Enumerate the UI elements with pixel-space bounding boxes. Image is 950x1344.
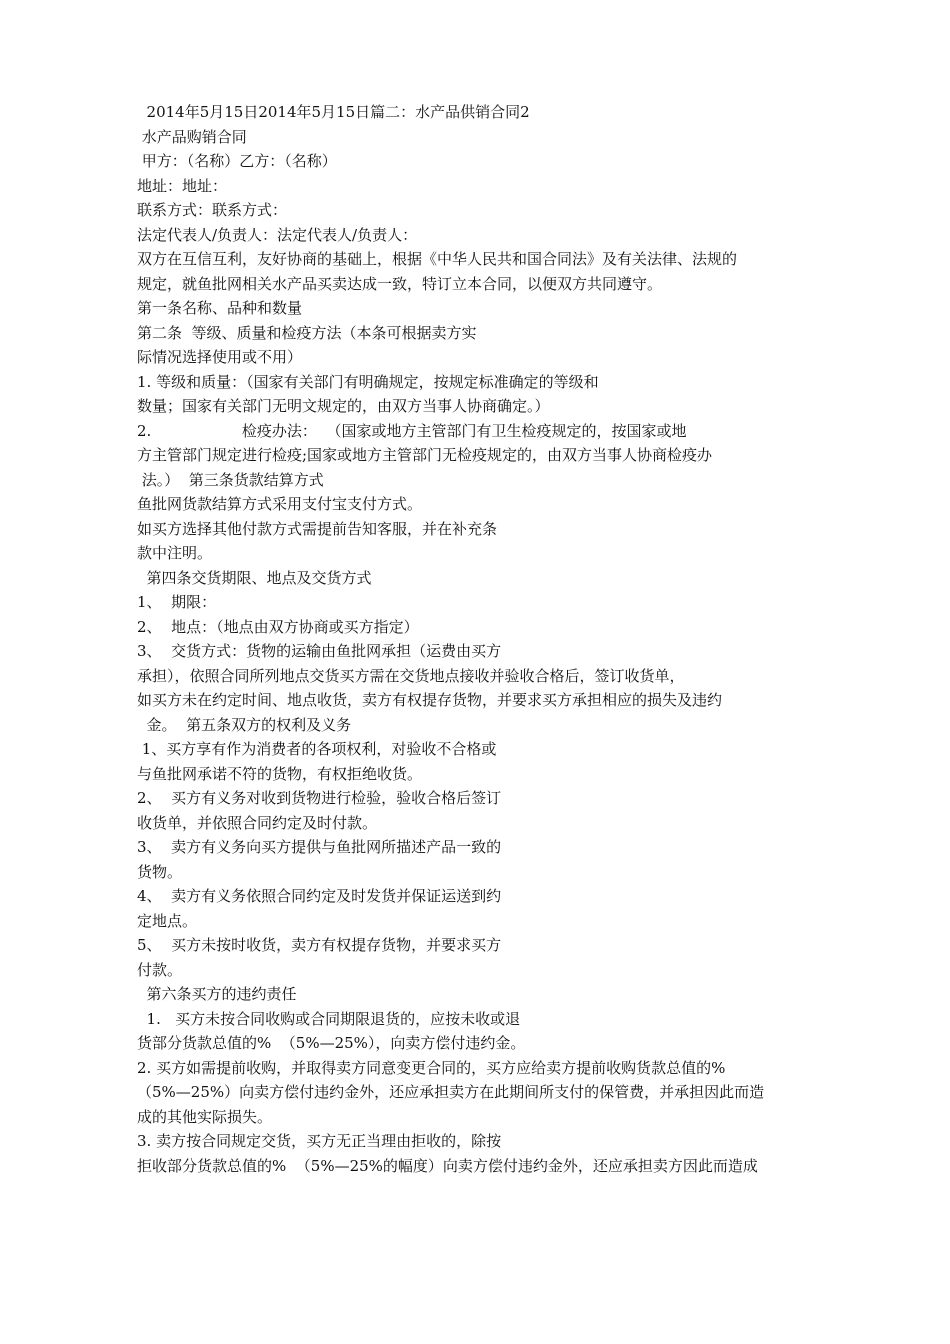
address-line: 地址：地址： [137, 176, 228, 195]
body-line: 2. 检疫办法： （国家或地方主管部门有卫生检疫规定的，按国家或地 [137, 421, 687, 440]
body-line: 如买方选择其他付款方式需提前告知客服，并在补充条 [137, 519, 498, 538]
body-line: 拒收部分货款总值的% （5%—25%的幅度）向卖方偿付违约金外，还应承担卖方因此而造成 [137, 1156, 758, 1175]
heading-date-line: 2014年5月15日2014年5月15日篇二：水产品供销合同2 [137, 103, 530, 121]
body-line: 承担），依照合同所列地点交货买方需在交货地点接收并验收合格后，签订收货单， [137, 666, 685, 685]
body-line: （5%—25%）向卖方偿付违约金外，还应承担卖方在此期间所支付的保管费，并承担因此而造 [137, 1083, 765, 1101]
body-line: 定地点。 [137, 911, 198, 930]
parties-line: 甲方：（名称）乙方：（名称） [137, 152, 337, 170]
body-line: 货物。 [137, 862, 183, 881]
body-line: 货部分货款总值的% （5%—25%），向卖方偿付违约金。 [137, 1034, 526, 1052]
body-line: 5、 买方未按时收货，卖方有权提存货物，并要求买方 [137, 936, 502, 954]
body-line: 2. 买方如需提前收购，并取得卖方同意变更合同的，买方应给卖方提前收购货款总值的% [137, 1058, 726, 1077]
article-heading: 第二条 等级、质量和检疫方法（本条可根据卖方实 [137, 323, 477, 342]
body-line: 1. 买方未按合同收购或合同期限退货的，应按未收或退 [137, 1009, 521, 1028]
body-line: 1、 期限： [137, 593, 217, 611]
body-line: 鱼批网货款结算方式采用支付宝支付方式。 [137, 495, 423, 513]
body-line: 3、 卖方有义务向买方提供与鱼批网所描述产品一致的 [137, 838, 502, 856]
article-heading: 第四条交货期限、地点及交货方式 [137, 568, 372, 587]
contact-line: 联系方式：联系方式： [137, 201, 288, 219]
body-line: 数量；国家有关部门无明文规定的，由双方当事人协商确定。） [137, 397, 550, 415]
body-line: 1、买方享有作为消费者的各项权利，对验收不合格或 [137, 740, 497, 758]
article-heading: 法。） 第三条货款结算方式 [137, 470, 324, 489]
body-line: 收货单，并依照合同约定及时付款。 [137, 813, 378, 832]
body-line: 2、 买方有义务对收到货物进行检验，验收合格后签订 [137, 789, 502, 807]
preamble-line: 双方在互信互利，友好协商的基础上，根据《中华人民共和国合同法》及有关法律、法规的 [137, 250, 738, 268]
body-line: 3、 交货方式：货物的运输由鱼批网承担（运费由买方 [137, 642, 502, 660]
contract-title: 水产品购销合同 [137, 127, 247, 146]
body-line: 际情况选择使用或不用） [137, 348, 303, 366]
body-line: 付款。 [137, 960, 183, 979]
body-line: 方主管部门规定进行检疫;国家或地方主管部门无检疫规定的，由双方当事人协商检疫办 [137, 446, 713, 464]
body-line: 3. 卖方按合同规定交货，买方无正当理由拒收的，除按 [137, 1132, 502, 1150]
body-line: 1. 等级和质量：（国家有关部门有明确规定，按规定标准确定的等级和 [137, 372, 599, 391]
body-line: 成的其他实际损失。 [137, 1107, 273, 1126]
body-line: 2、 地点：（地点由双方协商或买方指定） [137, 617, 419, 636]
article-heading: 第一条名称、品种和数量 [137, 299, 303, 317]
body-line: 款中注明。 [137, 544, 213, 562]
representative-line: 法定代表人/负责人：法定代表人/负责人： [137, 225, 418, 244]
body-line: 4、 卖方有义务依照合同约定及时发货并保证运送到约 [137, 887, 502, 905]
preamble-line: 规定，就鱼批网相关水产品买卖达成一致，特订立本合同，以便双方共同遵守。 [137, 274, 663, 293]
body-line: 如买方未在约定时间、地点收货，卖方有权提存货物，并要求买方承担相应的损失及违约 [137, 691, 723, 709]
article-heading: 金。 第五条双方的权利及义务 [137, 715, 352, 734]
body-line: 与鱼批网承诺不符的货物，有权拒绝收货。 [137, 764, 423, 783]
article-heading: 第六条买方的违约责任 [137, 985, 297, 1003]
